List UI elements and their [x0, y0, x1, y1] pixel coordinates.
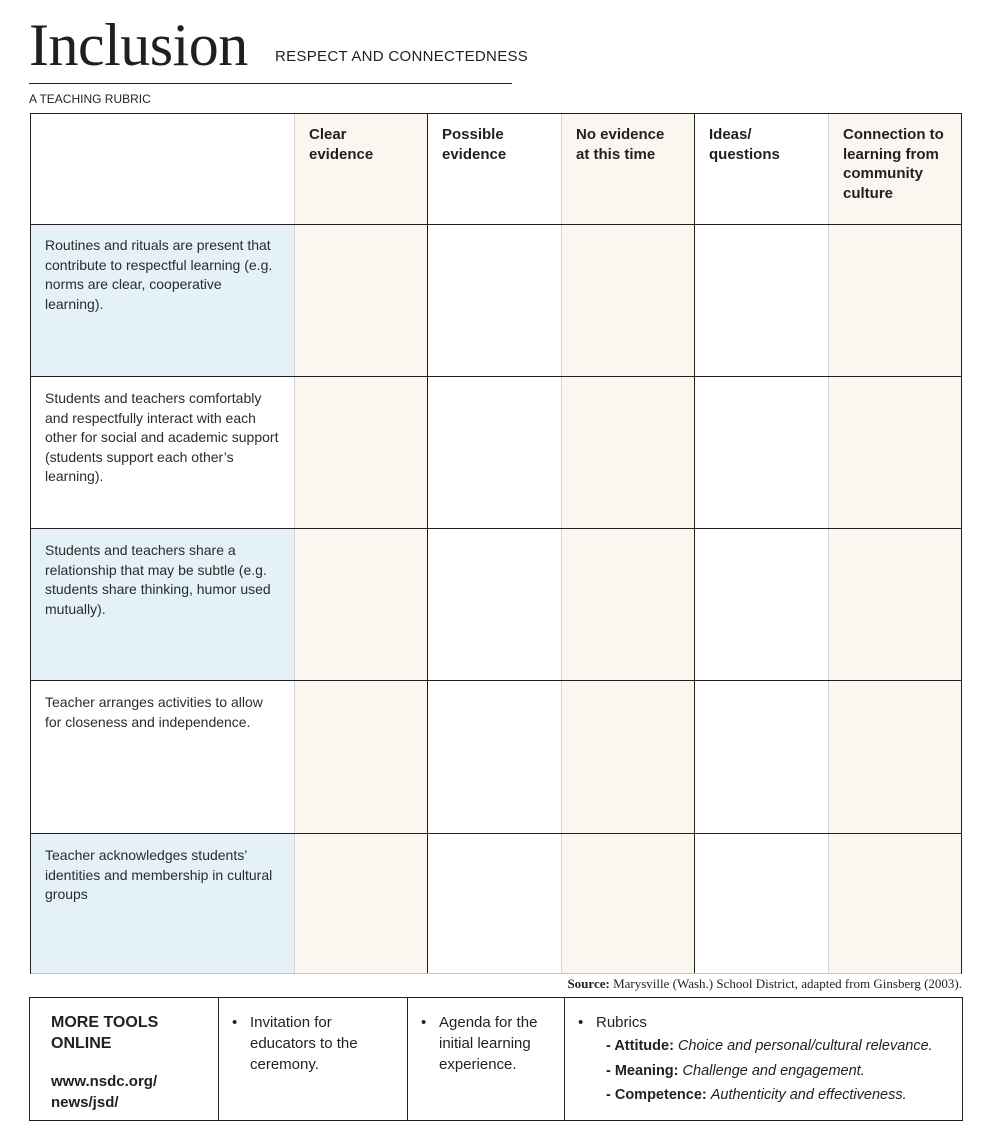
more-tools-box [29, 997, 963, 1121]
tools-item-col [408, 998, 564, 1120]
table-border [30, 113, 962, 974]
bullet-icon: • [421, 1014, 427, 1031]
tools-url-link[interactable]: www.nsdc.org/ news/jsd/ [51, 1073, 158, 1111]
rubric-table [30, 113, 962, 974]
rubric-row-label: Teacher arranges activities to allow for closeness and independence. [45, 694, 263, 730]
rubric-competence: - Competence: Authenticity and effectiveness. [606, 1087, 907, 1103]
rubrics-list [574, 1034, 952, 1108]
source-citation: Source: Marysville (Wash.) School District, adapted from Ginsberg (2003). [567, 976, 962, 991]
rubric-meaning: - Meaning: Challenge and engagement. [606, 1062, 865, 1079]
rubric-eyebrow: A TEACHING RUBRIC [29, 92, 151, 106]
column-header-connection: Connection to learning from community culture [843, 126, 944, 202]
tools-item-col [565, 998, 962, 1120]
page-subtitle: RESPECT AND CONNECTEDNESS [275, 48, 529, 65]
rubric-row-label: Routines and rituals are present that contribute to respectful learning (e.g. norms are clear, cooperative learning). [30, 224, 294, 376]
column-header-possible-evidence: Possible evidence [442, 126, 507, 163]
rubric-row-label: Students and teachers share a relationship that may be subtle (e.g. students share thinking, humor used mutually). [30, 529, 294, 681]
rubric-row-label: Teacher acknowledges students’ identities and membership in cultural groups [30, 834, 294, 974]
bullet-icon: • [578, 1014, 584, 1031]
tools-item-agenda[interactable]: • Agenda for the initial learning experience. [421, 1014, 538, 1073]
title-divider [29, 83, 512, 84]
column-header-clear-evidence: Clear evidence [309, 126, 374, 163]
more-tools-heading-col [30, 998, 218, 1120]
page-title: Inclusion [29, 12, 248, 78]
rubric-row-label: Students and teachers comfortably and respectfully interact with each other for social and academic support (students support each other’s learning). [45, 390, 279, 484]
tools-item-col [219, 998, 407, 1120]
tools-item-invitation[interactable]: • Invitation for educators to the ceremony. [232, 1014, 358, 1073]
tools-item-rubrics[interactable]: • Rubrics [578, 1014, 647, 1031]
more-tools-heading: MORE TOOLS ONLINE [51, 1014, 159, 1052]
column-header-no-evidence: No evidence at this time [576, 126, 665, 163]
rubric-attitude: - Attitude: Choice and personal/cultural relevance. [606, 1038, 933, 1054]
bullet-icon: • [232, 1014, 238, 1031]
column-header-ideas-questions: Ideas/ questions [709, 126, 780, 163]
